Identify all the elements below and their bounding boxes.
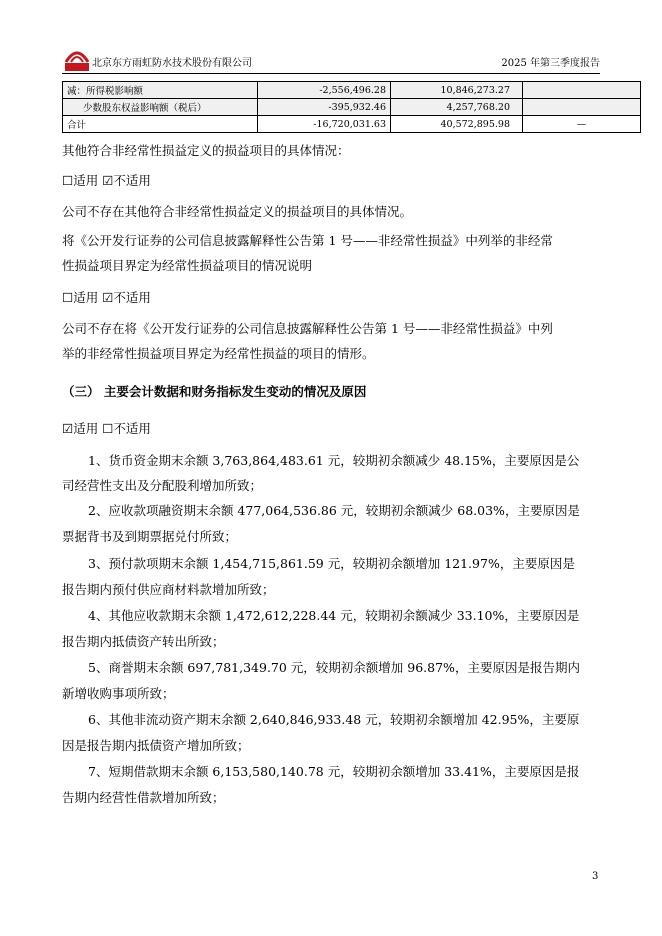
explain-heading-line2: 性损益项目界定为经常性损益项目的情况说明 [62,258,313,273]
applicability-checkbox-1: ☐适用 ☑不适用 [62,173,151,188]
change-item-line1: 7、短期借款期末余额 6,153,580,140.78 元，较期初余额增加 33.41%，主要原因是报 [88,764,580,779]
section-title: （三） 主要会计数据和财务指标发生变动的情况及原因 [62,384,367,399]
non-recurring-items-table [62,81,641,133]
applicability-checkbox-3: ☑适用 ☐不适用 [62,421,151,436]
note-cell: — [523,116,641,133]
ytd-amount: 10,846,273.27 [391,82,523,99]
header-divider [62,73,600,74]
change-item-line2: 票据背书及到期票据兑付所致； [62,529,238,544]
applicability-checkbox-2: ☐适用 ☑不适用 [62,290,151,305]
other-items-title: 其他符合非经常性损益定义的损益项目的具体情况： [62,143,350,158]
change-item-line1: 2、应收款项融资期末余额 477,064,536.86 元，较期初余额减少 68.03%，主要原因是 [88,503,580,518]
change-item-line2: 报告期内预付供应商材料款增加所致； [62,582,275,597]
current-period-amount: -2,556,496.28 [258,82,391,99]
page-header [62,46,600,72]
explain-heading-line1: 将《公开发行证券的公司信息披露解释性公告第 1 号——非经常性损益》中列举的非经常 [62,233,553,248]
report-period: 2025 年第三季度报告 [501,58,600,69]
explain-text-line2: 举的非经常性损益项目界定为经常性损益的项目的情形。 [62,346,375,361]
company-logo-icon [62,46,92,72]
change-item-line2: 司经营性支出及分配股利增加所致； [62,478,263,493]
change-item-line1: 3、预付款项期末余额 1,454,715,861.59 元，较期初余额增加 121.97%，主要原因是 [88,556,575,571]
note-cell [523,99,641,116]
ytd-amount: 40,572,895.98 [391,116,523,133]
table-row [63,99,641,116]
row-label: 少数股东权益影响额（税后） [63,99,258,116]
change-item-line2: 报告期内抵债资产转出所致； [62,634,225,649]
change-item-line2: 新增收购事项所致； [62,686,175,701]
note-cell [523,82,641,99]
current-period-amount: -16,720,031.63 [258,116,391,133]
table-row [63,82,641,99]
row-label: 合计 [63,116,258,133]
current-period-amount: -395,932.46 [258,99,391,116]
change-item-line1: 4、其他应收款期末余额 1,472,612,228.44 元，较期初余额减少 33.10%，主要原因是 [88,608,580,623]
explain-text-line1: 公司不存在将《公开发行证券的公司信息披露解释性公告第 1 号——非经常性损益》中列 [62,321,553,336]
row-label: 减：所得税影响额 [63,82,258,99]
ytd-amount: 4,257,768.20 [391,99,523,116]
other-items-text: 公司不存在其他符合非经常性损益定义的损益项目的具体情况。 [62,204,413,219]
page-number: 3 [592,871,599,882]
change-item-line1: 5、商誉期末余额 697,781,349.70 元，较期初余额增加 96.87%，主要原因是报告期内 [88,660,580,675]
change-item-line1: 1、货币资金期末余额 3,763,864,483.61 元，较期初余额减少 48.15%，主要原因是公 [88,453,580,468]
change-item-line2: 因是报告期内抵债资产增加所致； [62,738,250,753]
table-row-total [63,116,641,133]
company-name: 北京东方雨虹防水技术股份有限公司 [92,58,252,69]
change-item-line1: 6、其他非流动资产期末余额 2,640,846,933.48 元，较期初余额增加 42.95%，主要原 [88,712,580,727]
change-item-line2: 告期内经营性借款增加所致； [62,790,225,805]
